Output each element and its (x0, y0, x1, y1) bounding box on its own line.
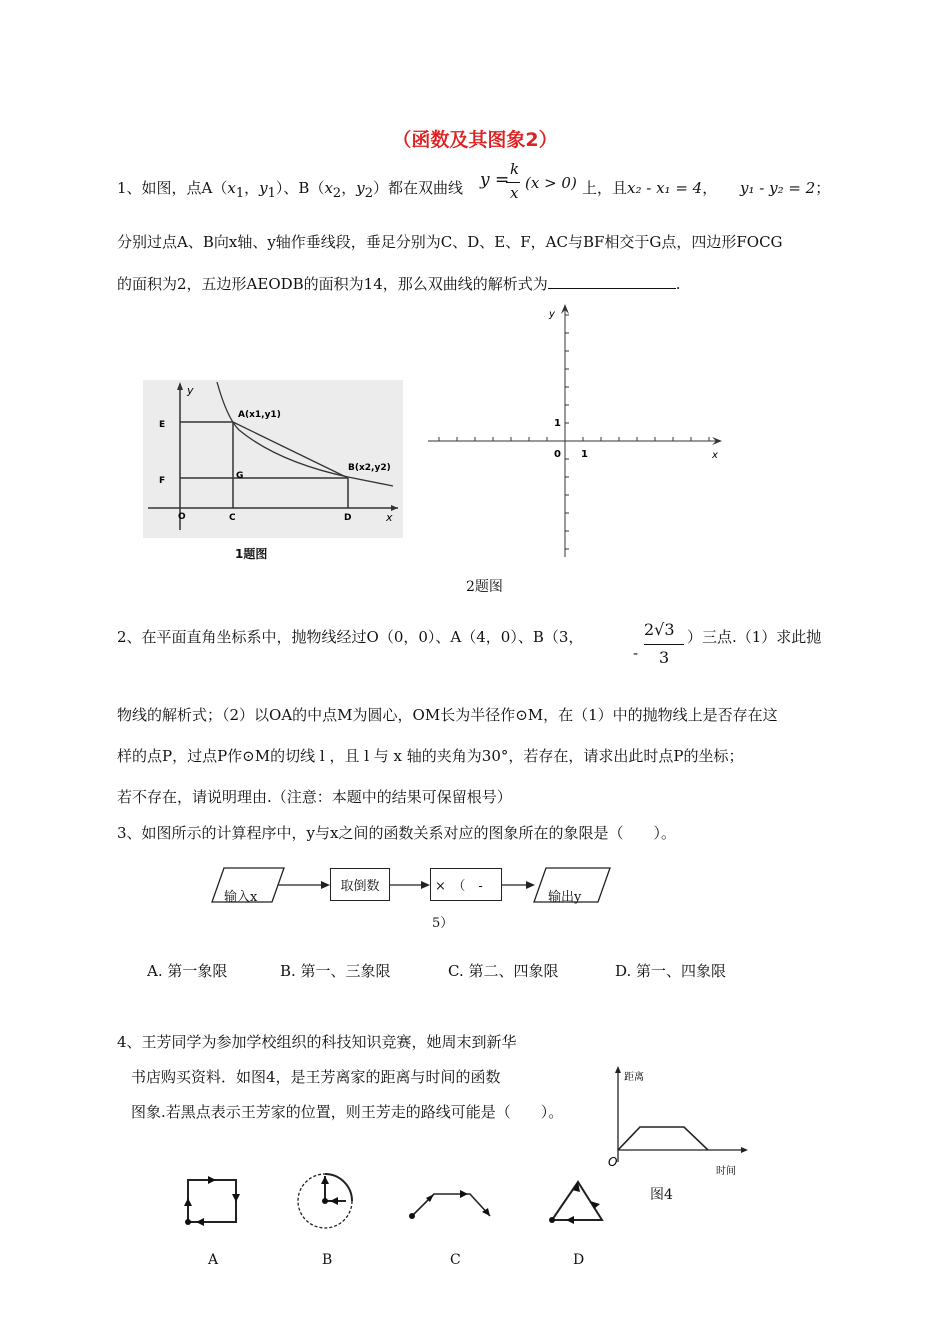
q2-line4: 若不存在，请说明理由.（注意：本题中的结果可保留根号） (117, 788, 512, 806)
page-title: （函数及其图象2） (392, 129, 558, 151)
q4-distance-graph (596, 1062, 756, 1182)
q1-sub2: 1 (267, 186, 276, 201)
q4-graph-ylabel: 距离 (624, 1072, 644, 1083)
flow-arrow-1-head (321, 881, 330, 889)
figure-1 (143, 380, 403, 540)
q1-condition-sep: ， (702, 179, 718, 197)
fig2-label-one-y: 1 (554, 418, 561, 429)
q3-option-a[interactable]: A. 第一象限 (147, 962, 228, 980)
flow-multiply-box (430, 868, 502, 901)
q1-line2: 分别过点A、B向x轴、y轴作垂线段，垂足分别为C、D、E、F，AC与BF相交于G点，四边形FOCG (117, 233, 783, 251)
q4-graph-y-arrow (615, 1066, 621, 1073)
fig2-ticks (439, 315, 709, 549)
route-d-icon (549, 1182, 602, 1224)
formula-eq: = (495, 170, 510, 190)
fig1-label-F: F (159, 476, 166, 486)
q2-denominator: 3 (659, 648, 670, 667)
q3-option-b[interactable]: B. 第一、三象限 (280, 962, 391, 980)
q3-option-c[interactable]: C. 第二、四象限 (448, 962, 559, 980)
q1-text-a: 1、如图，点A（ (117, 179, 228, 197)
flow-reciprocal-box (330, 868, 390, 901)
fig1-label-x: x (386, 511, 393, 524)
q1-text-c: ）都在双曲线 (372, 179, 463, 197)
fig1-label-D: D (344, 513, 352, 523)
formula-k: k (510, 160, 520, 178)
flow-output-label: 输出y (548, 890, 582, 905)
fig1-label-O: O (178, 512, 186, 522)
q2-line3: 样的点P，过点P作⊙M的切线 l ，且 l 与 x 轴的夹角为30°，若存在，请求出此时点P的坐标； (117, 747, 744, 765)
fig1-label-B: B(x2,y2) (348, 463, 391, 473)
q1-text-b: ）、B（ (275, 179, 325, 197)
route-b-label[interactable]: B (322, 1252, 333, 1268)
q1-x1: x (227, 179, 236, 197)
route-d-label[interactable]: D (573, 1252, 585, 1268)
q1-line3 (117, 273, 681, 294)
figure-2-caption: 2题图 (466, 579, 503, 595)
q1-y2: y (356, 179, 365, 197)
formula-fraction-bar (506, 182, 520, 183)
route-a-icon (184, 1176, 240, 1226)
hyperbola-formula (480, 170, 509, 190)
q4-line1: 4、王芳同学为参加学校组织的科技知识竞赛，她周末到新华 (117, 1033, 517, 1051)
q1-line3-end: . (675, 275, 681, 293)
q1-sub1: 1 (235, 186, 245, 201)
fig1-label-E: E (159, 420, 166, 430)
q2-line1-start: 2、在平面直角坐标系中，抛物线经过O（0，0）、A（4，0）、B（3， (117, 628, 584, 646)
fig2-label-zero: 0 (554, 449, 561, 460)
q1-comma2: ， (341, 179, 357, 197)
flow-multiply-label-cont: 5） (432, 916, 454, 931)
q4-line3: 图象.若黑点表示王芳家的位置，则王芳走的路线可能是（ ）。 (131, 1103, 564, 1121)
route-a-label[interactable]: A (208, 1252, 219, 1268)
q1-sub3: 2 (332, 186, 342, 201)
q2-numerator: 2√3 (644, 620, 675, 639)
q2-fraction-bar (644, 644, 684, 645)
answer-blank[interactable] (548, 274, 676, 289)
figure-2 (428, 300, 728, 560)
q1-x2: x (324, 179, 333, 197)
q4-graph-polyline (618, 1127, 708, 1150)
q4-line2: 书店购买资料．如图4，是王芳离家的距离与时间的函数 (131, 1068, 501, 1086)
q4-route-choices (170, 1172, 620, 1232)
q1-condition1: x₂ - x₁ = 4 (627, 179, 703, 197)
q1-condition2-text: y₁ - y₂ = 2 (740, 179, 816, 197)
q1-sub4: 2 (364, 186, 373, 201)
q4-graph-caption: 图4 (650, 1187, 673, 1203)
q1-text-d: 上，且 (582, 179, 628, 197)
route-c-label[interactable]: C (450, 1252, 461, 1268)
fig1-label-C: C (229, 513, 236, 523)
flow-reciprocal-label: 取倒数 (340, 879, 380, 894)
q3-option-d[interactable]: D. 第一、四象限 (615, 962, 727, 980)
fig2-label-one-x: 1 (581, 449, 588, 460)
q1-line1-tail (582, 177, 717, 198)
q4-graph-x-arrow (741, 1147, 748, 1153)
q3-text: 3、如图所示的计算程序中，y与x之间的函数关系对应的图象所在的象限是（ ）。 (117, 824, 676, 842)
flow-input-label: 输入x (224, 890, 258, 905)
flow-arrow-2-head (421, 881, 430, 889)
q2-line1-end: ）三点.（1）求此抛 (687, 628, 822, 646)
q4-graph-origin: O (608, 1155, 618, 1169)
q1-line1 (117, 177, 463, 201)
flow-multiply-label: × （ - (435, 879, 483, 894)
q2-minus: - (633, 644, 639, 662)
flow-arrow-3-head (526, 881, 535, 889)
q1-comma1: ， (244, 179, 260, 197)
q2-line2: 物线的解析式；（2）以OA的中点M为圆心，OM长为半径作⊙M，在（1）中的抛物线上是否存在这 (117, 706, 778, 724)
fig1-label-y: y (187, 384, 194, 397)
formula-condition: (x > 0) (525, 174, 577, 192)
figure-1-caption: 1题图 (235, 547, 268, 561)
fig2-label-x: x (712, 450, 718, 461)
fig2-label-y: y (549, 309, 555, 320)
fig1-label-G: G (236, 471, 244, 481)
q1-y1: y (259, 179, 268, 197)
route-c-icon (409, 1190, 490, 1219)
formula-y: y (480, 170, 490, 190)
fig1-label-A: A(x1,y1) (238, 410, 281, 420)
q1-line3-text: 的面积为2，五边形AEODB的面积为14，那么双曲线的解析式为 (117, 275, 548, 293)
q1-condition2 (740, 177, 830, 198)
q4-graph-xlabel: 时间 (716, 1166, 736, 1177)
formula-x: x (510, 184, 519, 202)
q1-condition2-end: ； (815, 179, 831, 197)
route-b-icon (298, 1174, 352, 1228)
